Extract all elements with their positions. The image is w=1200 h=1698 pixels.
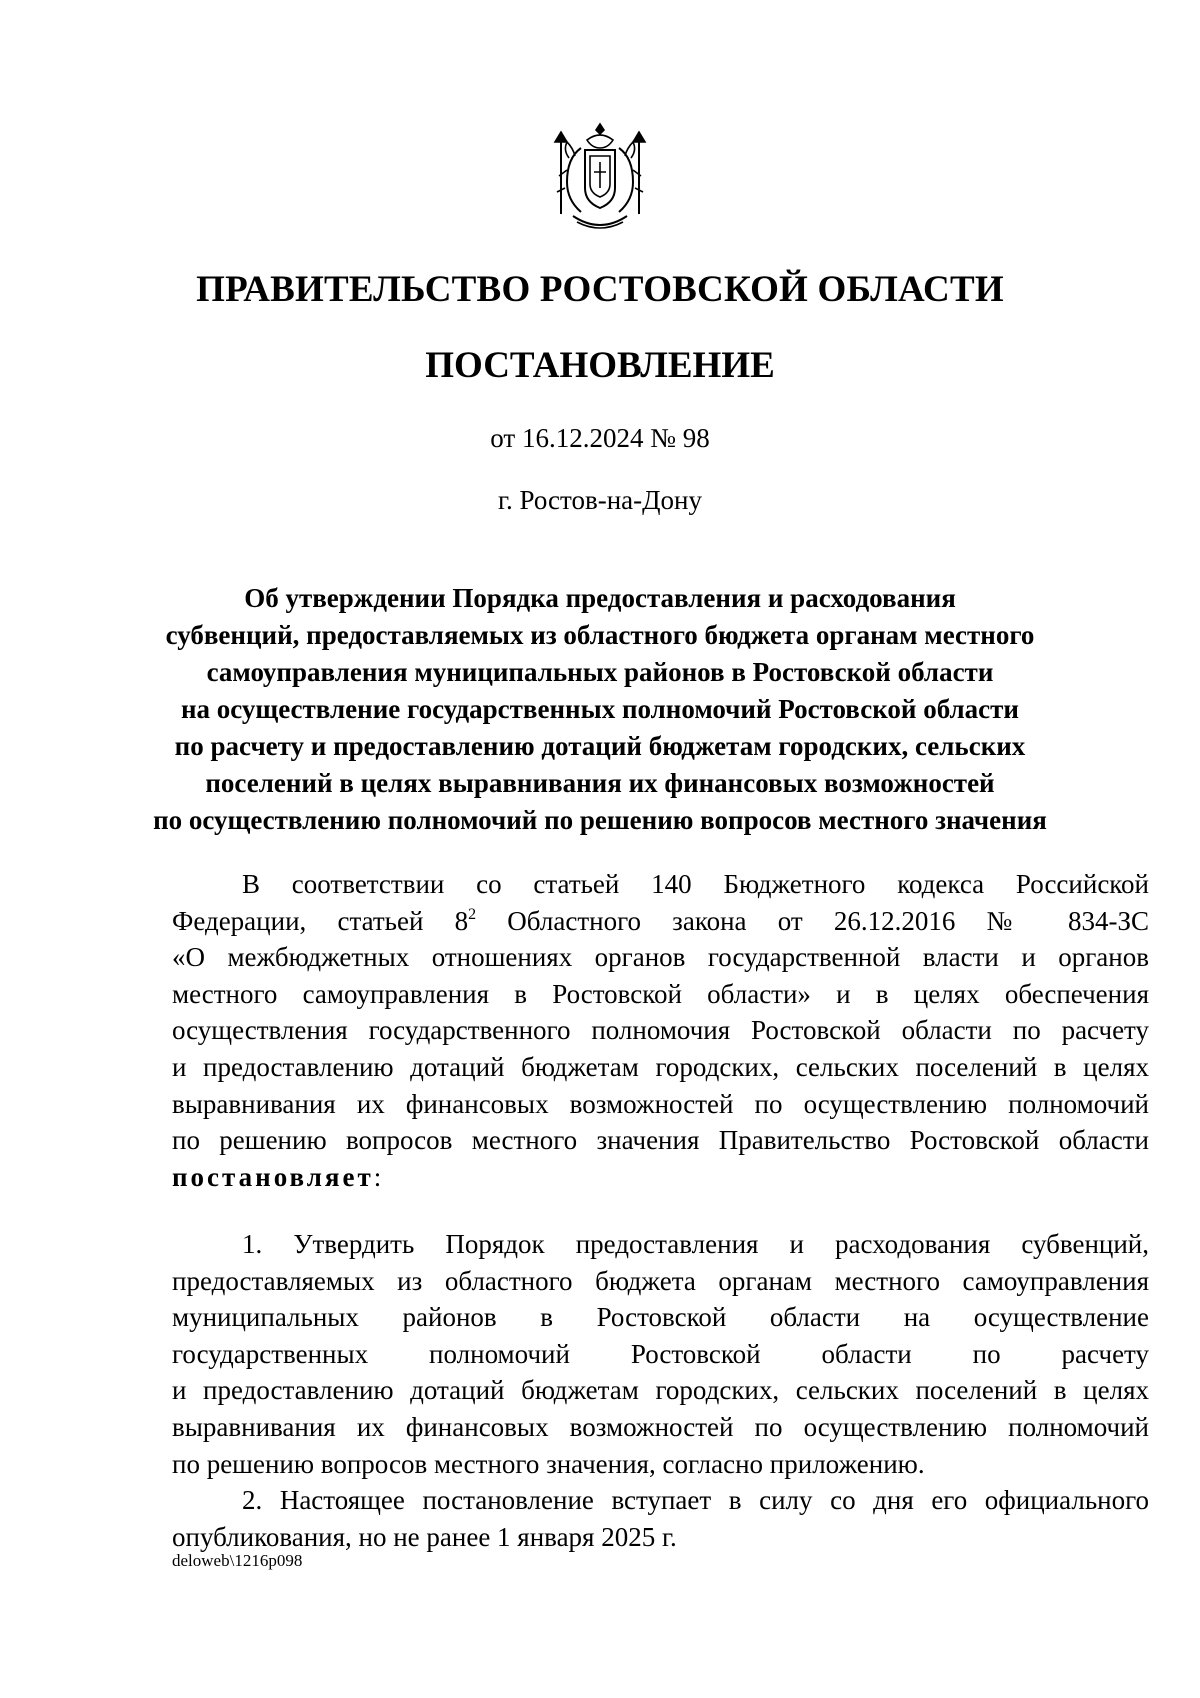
body-line: В соответствии со статьей 140 Бюджетного кодекса Российской bbox=[242, 869, 1149, 899]
document-city: г. Ростов-на-Дону bbox=[497, 485, 702, 515]
body-line: и предоставлению дотаций бюджетам городских, сельских поселений в целях bbox=[172, 1051, 1149, 1082]
body-line-part: Областного закона от 26.12.2016 № 834-ЗС bbox=[476, 905, 1149, 936]
decree-colon: : bbox=[373, 1161, 382, 1192]
title-line: поселений в целях выравнивания их финансовых возможностей bbox=[205, 768, 995, 798]
footer-reference: deloweb\1216p098 bbox=[172, 1551, 303, 1570]
body-line: по решению вопросов местного значения Правительство Ростовской области bbox=[172, 1125, 1149, 1156]
body-line: местного самоуправления в Ростовской области» и в целях обеспечения bbox=[172, 978, 1149, 1009]
preamble-paragraph bbox=[172, 866, 1149, 1195]
organization-name: ПРАВИТЕЛЬСТВО РОСТОВСКОЙ ОБЛАСТИ bbox=[196, 269, 1004, 310]
coat-of-arms-icon bbox=[545, 118, 655, 238]
body-line: выравнивания их финансовых возможностей по осуществлению полномочий bbox=[172, 1088, 1149, 1119]
body-line: и предоставлению дотаций бюджетам городских, сельских поселений в целях bbox=[172, 1375, 1149, 1406]
body-line: 2. Настоящее постановление вступает в силу со дня его официального bbox=[242, 1485, 1149, 1516]
title-line: субвенций, предоставляемых из областного бюджета органам местного bbox=[165, 620, 1035, 650]
decree-items bbox=[172, 1226, 1149, 1555]
document-type: ПОСТАНОВЛЕНИЕ bbox=[425, 345, 775, 386]
title-line: самоуправления муниципальных районов в Ростовской области bbox=[206, 657, 994, 687]
body-line: осуществления государственного полномочия Ростовской области по расчету bbox=[172, 1015, 1149, 1046]
body-line: выравнивания их финансовых возможностей по осуществлению полномочий bbox=[172, 1411, 1149, 1442]
body-line: «О межбюджетных отношениях органов государственной власти и органов bbox=[172, 942, 1149, 973]
title-line: Об утверждении Порядка предоставления и расходования bbox=[244, 583, 956, 613]
body-line-part: Федерации, статьей 8 bbox=[172, 905, 469, 936]
body-line bbox=[172, 903, 1149, 940]
body-line: 1. Утвердить Порядок предоставления и расходования субвенций, bbox=[242, 1229, 1149, 1259]
title-line: по расчету и предоставлению дотаций бюджетам городских, сельских bbox=[174, 731, 1026, 761]
superscript: 2 bbox=[468, 905, 477, 923]
document-title bbox=[150, 580, 1050, 839]
decree-word: постановляет bbox=[172, 1161, 374, 1192]
title-line: по осуществлению полномочий по решению вопросов местного значения bbox=[153, 805, 1047, 835]
body-line: опубликования, но не ранее 1 января 2025 г. bbox=[172, 1521, 677, 1552]
document-date-number: от 16.12.2024 № 98 bbox=[490, 423, 710, 453]
title-line: на осуществление государственных полномочий Ростовской области bbox=[181, 694, 1019, 724]
body-line: предоставляемых из областного бюджета органам местного самоуправления bbox=[172, 1265, 1149, 1296]
body-line: муниципальных районов в Ростовской области на осуществление bbox=[172, 1302, 1149, 1333]
decree-line bbox=[172, 1159, 1149, 1196]
body-line: по решению вопросов местного значения, согласно приложению. bbox=[172, 1448, 925, 1479]
body-line: государственных полномочий Ростовской области по расчету bbox=[172, 1338, 1149, 1369]
